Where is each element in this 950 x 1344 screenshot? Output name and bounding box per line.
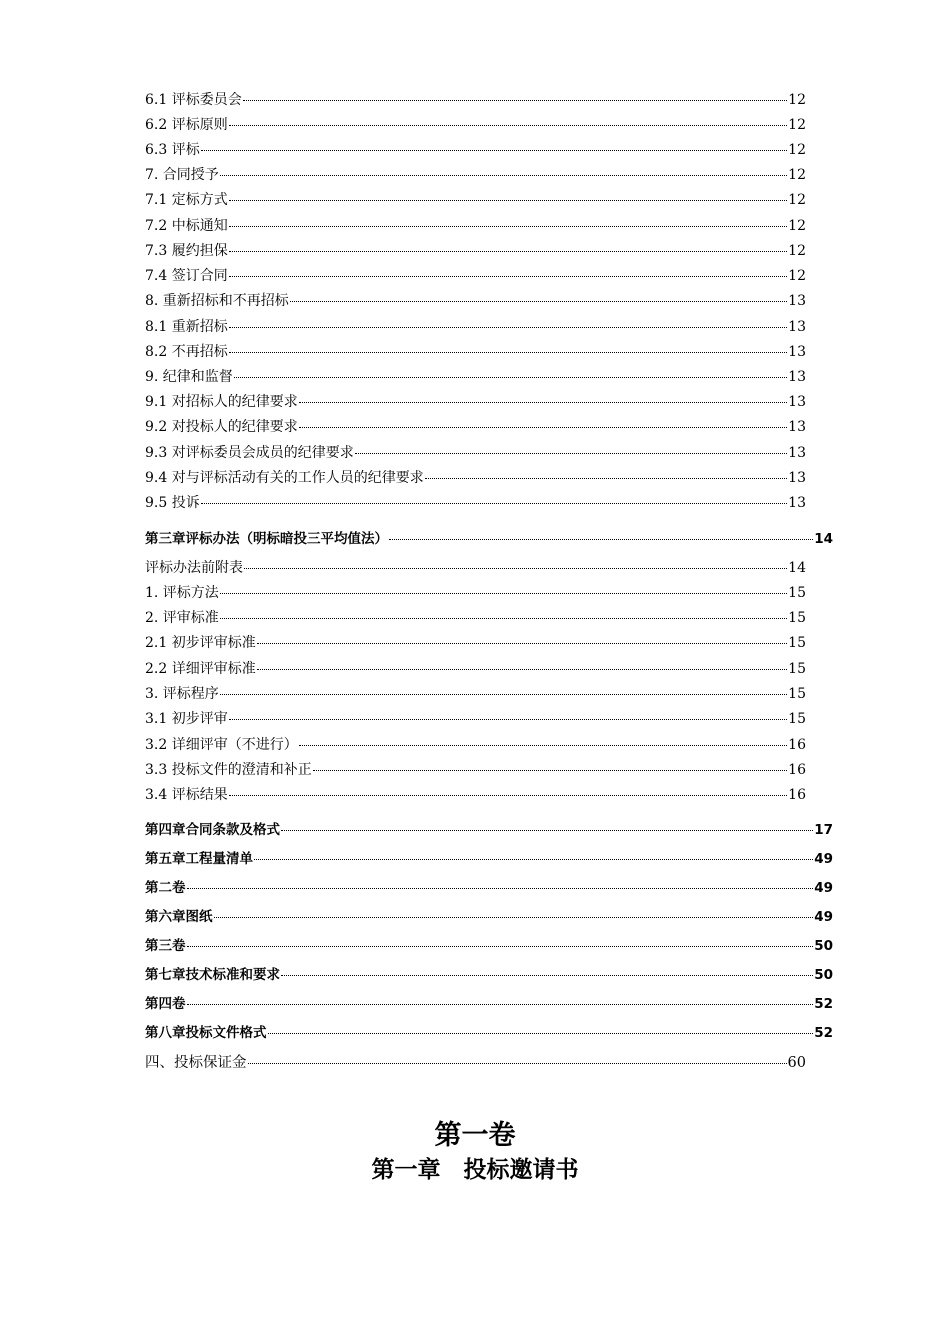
toc-entry[interactable]: [145, 139, 806, 159]
toc-entry-title: 第八章投标文件格式: [145, 1025, 267, 1041]
toc-entry-title: 第五章工程量清单: [145, 851, 253, 867]
toc-page-number: 49: [814, 909, 833, 925]
toc-chapter-entry[interactable]: [145, 528, 833, 548]
toc-entry[interactable]: [145, 366, 806, 386]
toc-dot-leader: [281, 961, 813, 976]
toc-page-number: 15: [788, 661, 806, 677]
toc-entry-title: 7.3 履约担保: [145, 243, 228, 259]
toc-dot-leader: [355, 439, 787, 454]
toc-dot-leader: [254, 845, 813, 860]
toc-dot-leader: [389, 525, 813, 540]
toc-dot-leader: [220, 680, 787, 695]
toc-entry[interactable]: [145, 316, 806, 336]
toc-entry-title: 第七章技术标准和要求: [145, 967, 280, 983]
toc-dot-leader: [187, 874, 814, 889]
toc-dot-leader: [229, 111, 787, 126]
toc-entry-title: 3. 评标程序: [145, 686, 219, 702]
toc-page-number: 50: [814, 967, 833, 983]
toc-dot-leader: [234, 363, 787, 378]
toc-page-number: 12: [788, 243, 806, 259]
toc-page-number: 15: [788, 610, 806, 626]
toc-entry[interactable]: [145, 189, 806, 209]
toc-page-number: 15: [788, 585, 806, 601]
toc-entry[interactable]: [145, 492, 806, 512]
toc-entry-title: 3.1 初步评审: [145, 711, 228, 727]
toc-page-number: 12: [788, 218, 806, 234]
toc-entry-title: 7.1 定标方式: [145, 192, 228, 208]
toc-dot-leader: [229, 705, 787, 720]
toc-dot-leader: [243, 86, 787, 101]
toc-entry-title: 6.3 评标: [145, 142, 200, 158]
toc-entry[interactable]: [145, 607, 806, 627]
toc-dot-leader: [268, 1019, 814, 1034]
toc-entry-title: 1. 评标方法: [145, 585, 219, 601]
toc-entry[interactable]: [145, 683, 806, 703]
toc-page-number: 16: [788, 737, 806, 753]
toc-page-number: 14: [814, 531, 833, 547]
toc-dot-leader: [257, 629, 787, 644]
toc-dot-leader: [229, 338, 787, 353]
toc-entry[interactable]: [145, 784, 806, 804]
toc-entry[interactable]: [145, 290, 806, 310]
toc-entry-title: 第二卷: [145, 880, 186, 896]
toc-dot-leader: [214, 903, 814, 918]
toc-page-number: 52: [814, 996, 833, 1012]
toc-entry[interactable]: [145, 265, 806, 285]
toc-dot-leader: [299, 731, 787, 746]
toc-page-number: 12: [788, 192, 806, 208]
toc-entry[interactable]: [145, 467, 806, 487]
toc-page-number: 50: [814, 938, 833, 954]
toc-entry[interactable]: [145, 341, 806, 361]
toc-entry-title: 9.3 对评标委员会成员的纪律要求: [145, 445, 354, 461]
toc-entry-title: 2. 评审标准: [145, 610, 219, 626]
toc-entry-title: 9.2 对投标人的纪律要求: [145, 419, 298, 435]
toc-entry-title: 第四卷: [145, 996, 186, 1012]
toc-dot-leader: [281, 816, 813, 831]
toc-dot-leader: [187, 990, 814, 1005]
toc-entry[interactable]: [145, 215, 806, 235]
toc-dot-leader: [299, 388, 787, 403]
toc-chapter-entry[interactable]: [145, 964, 833, 984]
toc-dot-leader: [229, 313, 787, 328]
toc-entry-title: 第四章合同条款及格式: [145, 822, 280, 838]
toc-entry-title: 四、投标保证金: [145, 1055, 247, 1071]
toc-dot-leader: [220, 161, 787, 176]
toc-page-number: 12: [788, 167, 806, 183]
toc-dot-leader: [220, 579, 787, 594]
toc-dot-leader: [229, 237, 787, 252]
toc-entry[interactable]: [145, 557, 806, 577]
toc-entry-title: 9.5 投诉: [145, 495, 200, 511]
toc-page-number: 13: [788, 319, 806, 335]
toc-dot-leader: [229, 212, 787, 227]
toc-entry[interactable]: [145, 391, 806, 411]
toc-page-number: 13: [788, 293, 806, 309]
toc-page-number: 49: [814, 880, 833, 896]
toc-entry-title: 9.1 对招标人的纪律要求: [145, 394, 298, 410]
toc-entry-title: 7.4 签订合同: [145, 268, 228, 284]
toc-page-number: 49: [814, 851, 833, 867]
toc-entry[interactable]: [145, 708, 806, 728]
toc-entry[interactable]: [145, 1052, 806, 1072]
toc-page-number: 15: [788, 711, 806, 727]
toc-chapter-entry[interactable]: [145, 993, 833, 1013]
toc-dot-leader: [299, 413, 787, 428]
toc-entry[interactable]: [145, 89, 806, 109]
toc-page-number: 17: [814, 822, 833, 838]
toc-dot-leader: [229, 186, 787, 201]
toc-page-number: 12: [788, 92, 806, 108]
toc-chapter-entry[interactable]: [145, 819, 833, 839]
toc-dot-leader: [248, 1049, 787, 1064]
toc-page-number: 60: [787, 1055, 806, 1071]
toc-page-number: 12: [788, 268, 806, 284]
toc-chapter-entry[interactable]: [145, 877, 833, 897]
toc-entry-title: 6.1 评标委员会: [145, 92, 242, 108]
toc-page-number: 13: [788, 445, 806, 461]
toc-dot-leader: [220, 604, 787, 619]
toc-entry-title: 8.2 不再招标: [145, 344, 228, 360]
toc-entry[interactable]: [145, 658, 806, 678]
toc-page-number: 12: [788, 117, 806, 133]
toc-dot-leader: [425, 464, 787, 479]
toc-dot-leader: [290, 287, 787, 302]
toc-dot-leader: [201, 136, 787, 151]
toc-entry[interactable]: [145, 114, 806, 134]
toc-dot-leader: [313, 756, 787, 771]
toc-entry-title: 2.1 初步评审标准: [145, 635, 256, 651]
toc-chapter-entry[interactable]: [145, 935, 833, 955]
toc-dot-leader: [229, 262, 787, 277]
toc-entry-title: 3.3 投标文件的澄清和补正: [145, 762, 312, 778]
toc-dot-leader: [229, 781, 787, 796]
toc-dot-leader: [201, 489, 787, 504]
toc-entry[interactable]: [145, 442, 806, 462]
toc-entry-title: 评标办法前附表: [145, 560, 243, 576]
volume-title: 第一卷: [434, 1120, 516, 1151]
toc-page-number: 15: [788, 686, 806, 702]
toc-page-number: 14: [788, 560, 806, 576]
toc-chapter-entry[interactable]: [145, 848, 833, 868]
toc-entry-title: 2.2 详细评审标准: [145, 661, 256, 677]
toc-page-number: 15: [788, 635, 806, 651]
toc-entry-title: 3.4 评标结果: [145, 787, 228, 803]
toc-page-number: 13: [788, 495, 806, 511]
toc-entry-title: 8. 重新招标和不再招标: [145, 293, 289, 309]
toc-entry[interactable]: [145, 759, 806, 779]
toc-entry-title: 3.2 详细评审（不进行）: [145, 737, 298, 753]
toc-entry-title: 7.2 中标通知: [145, 218, 228, 234]
toc-page-number: 16: [788, 787, 806, 803]
toc-page-number: 13: [788, 470, 806, 486]
toc-page-number: 13: [788, 344, 806, 360]
chapter-title: 第一章 投标邀请书: [371, 1157, 579, 1183]
toc-chapter-entry[interactable]: [145, 906, 833, 926]
toc-page-number: 13: [788, 394, 806, 410]
toc-entry[interactable]: [145, 416, 806, 436]
toc-entry-title: 8.1 重新招标: [145, 319, 228, 335]
toc-entry-title: 第六章图纸: [145, 909, 213, 925]
toc-page-number: 13: [788, 369, 806, 385]
toc-dot-leader: [257, 655, 787, 670]
toc-entry-title: 9.4 对与评标活动有关的工作人员的纪律要求: [145, 470, 424, 486]
toc-dot-leader: [187, 932, 814, 947]
toc-entry-title: 9. 纪律和监督: [145, 369, 233, 385]
toc-page-number: 12: [788, 142, 806, 158]
toc-page-number: 16: [788, 762, 806, 778]
toc-dot-leader: [244, 554, 787, 569]
toc-entry[interactable]: [145, 582, 806, 602]
toc-entry-title: 第三卷: [145, 938, 186, 954]
toc-entry[interactable]: [145, 240, 806, 260]
toc-entry[interactable]: [145, 632, 806, 652]
toc-page-number: 13: [788, 419, 806, 435]
toc-entry-title: 6.2 评标原则: [145, 117, 228, 133]
toc-entry[interactable]: [145, 734, 806, 754]
toc-entry-title: 7. 合同授予: [145, 167, 219, 183]
toc-entry[interactable]: [145, 164, 806, 184]
toc-entry-title: 第三章评标办法（明标暗投三平均值法）: [145, 531, 388, 547]
toc-chapter-entry[interactable]: [145, 1022, 833, 1042]
toc-page-number: 52: [814, 1025, 833, 1041]
